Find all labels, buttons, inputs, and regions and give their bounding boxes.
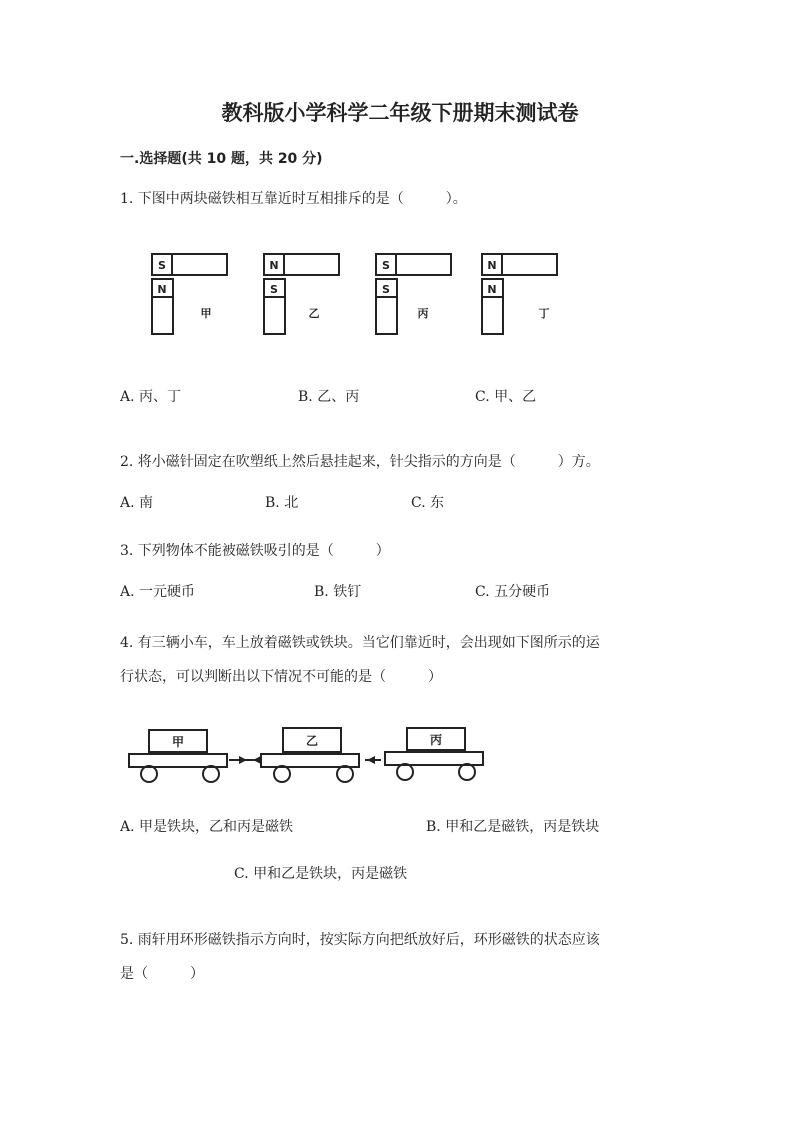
pole-label: N <box>157 283 167 296</box>
section-heading: 一.选择题(共 10 题，共 20 分) <box>120 151 323 167</box>
q3-option-a[interactable]: A. 一元硬币 <box>120 584 196 600</box>
cart-wheel <box>203 766 219 782</box>
pole-label: S <box>382 259 390 272</box>
carts-figure <box>125 722 495 784</box>
question-4-stem-line2: 行状态，可以判断出以下情况不可能的是（ ） <box>120 669 442 685</box>
cart-wheel <box>459 764 475 780</box>
question-2-stem: 2. 将小磁针固定在吹塑纸上然后悬挂起来，针尖指示的方向是（ ）方。 <box>120 454 600 470</box>
cart-label: 丙 <box>429 733 443 747</box>
cart-wheel <box>337 766 353 782</box>
pair-label: 丁 <box>538 307 550 320</box>
question-4-stem-line1: 4. 有三辆小车，车上放着磁铁或铁块。当它们靠近时，会出现如下图所示的运 <box>120 635 600 651</box>
pair-label: 乙 <box>308 307 320 320</box>
q1-option-a[interactable]: A. 丙、丁 <box>120 389 182 405</box>
cart-label: 乙 <box>305 734 319 748</box>
pole-label: N <box>269 259 279 272</box>
pole-label: S <box>270 283 278 296</box>
q2-option-a[interactable]: A. 南 <box>120 495 154 511</box>
pole-label: N <box>487 259 497 272</box>
pair-label: 丙 <box>417 307 429 320</box>
question-3-stem: 3. 下列物体不能被磁铁吸引的是（ ） <box>120 543 390 559</box>
cart-body-3 <box>385 752 483 765</box>
question-5-stem-line2: 是（ ） <box>120 966 204 982</box>
q3-option-c[interactable]: C. 五分硬币 <box>475 584 551 600</box>
cart-wheel <box>274 766 290 782</box>
q2-option-c[interactable]: C. 东 <box>411 495 445 511</box>
question-5-stem-line1: 5. 雨轩用环形磁铁指示方向时，按实际方向把纸放好后，环形磁铁的状态应该 <box>120 932 600 948</box>
cart-wheel <box>141 766 157 782</box>
cart-wheel <box>397 764 413 780</box>
pole-label: N <box>487 283 497 296</box>
pole-label: S <box>382 283 390 296</box>
q1-option-b[interactable]: B. 乙、丙 <box>298 389 360 405</box>
page-title: 教科版小学科学二年级下册期末测试卷 <box>221 101 579 125</box>
pole-label: S <box>158 259 166 272</box>
question-1-stem: 1. 下图中两块磁铁相互靠近时互相排斥的是（ ）。 <box>120 191 467 207</box>
cart-label: 甲 <box>171 735 185 749</box>
cart-body-1 <box>129 754 227 767</box>
q4-option-a[interactable]: A. 甲是铁块，乙和丙是磁铁 <box>120 819 294 835</box>
magnet-pairs-figure <box>140 245 580 345</box>
q2-option-b[interactable]: B. 北 <box>265 495 299 511</box>
q3-option-b[interactable]: B. 铁钉 <box>314 584 362 600</box>
q1-option-c[interactable]: C. 甲、乙 <box>475 389 537 405</box>
pair-label: 甲 <box>200 307 212 320</box>
q4-option-c[interactable]: C. 甲和乙是铁块，丙是磁铁 <box>234 866 408 882</box>
q4-option-b[interactable]: B. 甲和乙是磁铁，丙是铁块 <box>426 819 600 835</box>
